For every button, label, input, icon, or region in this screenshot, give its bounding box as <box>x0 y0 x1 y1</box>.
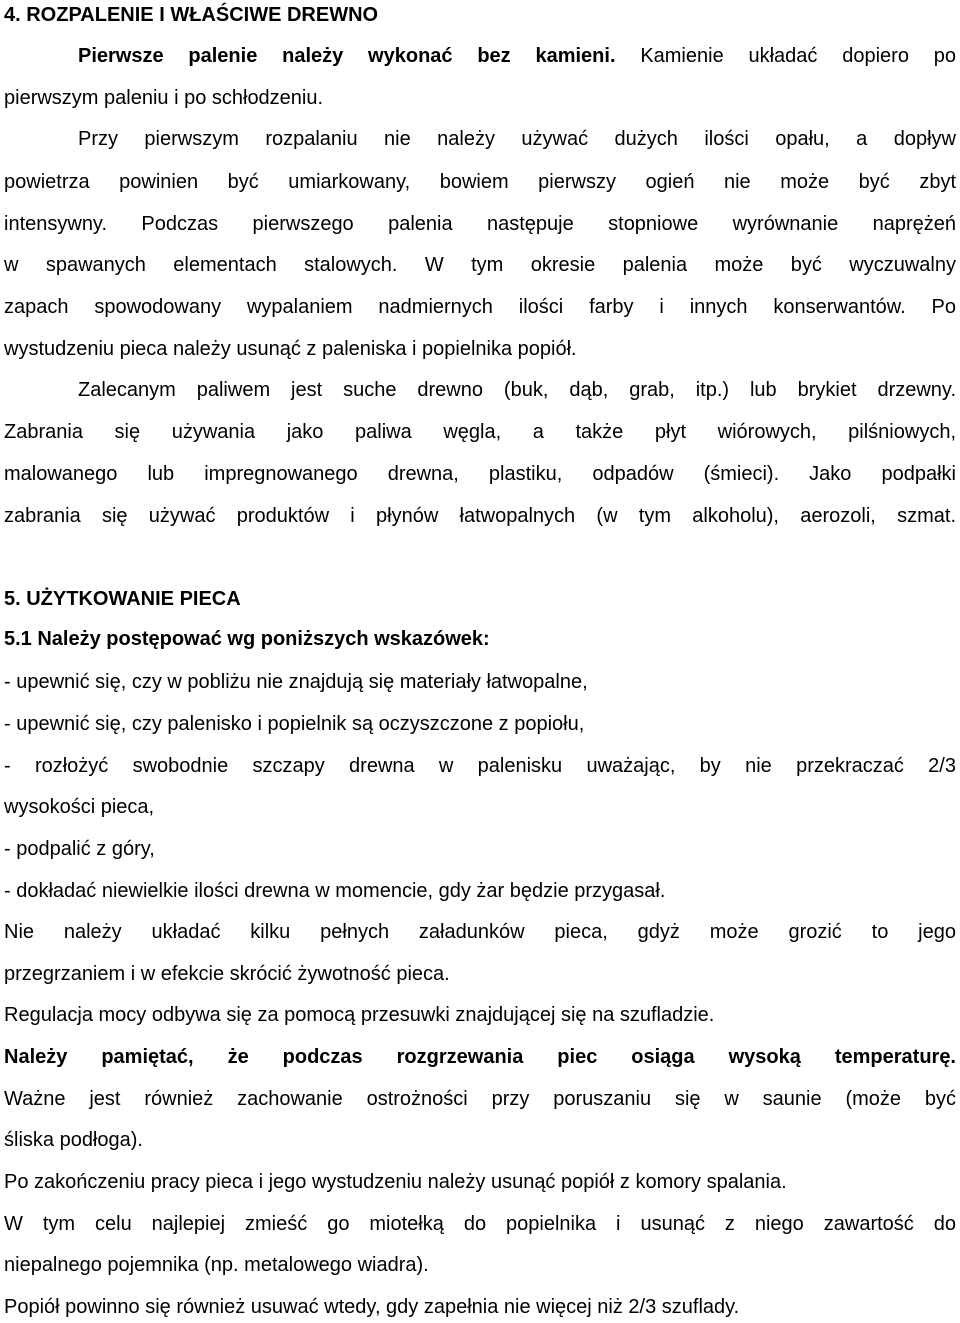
paragraph-line: niepalnego pojemnika (np. metalowego wiadra). <box>4 1254 429 1276</box>
list-item: - upewnić się, czy w pobliżu nie znajdują się materiały łatwopalne, <box>4 671 588 693</box>
list-item: - rozłożyć swobodnie szczapy drewna w palenisku uważając, by nie przekraczać 2/3 <box>4 755 956 777</box>
section-5-heading: 5. UŻYTKOWANIE PIECA <box>4 588 241 610</box>
paragraph-line: w spawanych elementach stalowych. W tym okresie palenia może być wyczuwalny <box>4 254 956 276</box>
bold-text: Pierwsze palenie należy wykonać bez kamieni. <box>78 45 616 67</box>
list-item: - dokładać niewielkie ilości drewna w momencie, gdy żar będzie przygasał. <box>4 880 666 902</box>
paragraph-line: Przy pierwszym rozpalaniu nie należy używać dużych ilości opału, a dopływ <box>78 128 956 150</box>
paragraph-line: malowanego lub impregnowanego drewna, plastiku, odpadów (śmieci). Jako podpałki <box>4 463 956 485</box>
paragraph-line: Regulacja mocy odbywa się za pomocą przesuwki znajdującej się na szufladzie. <box>4 1004 715 1026</box>
paragraph-line: Nie należy układać kilku pełnych załadunków pieca, gdyż może grozić to jego <box>4 921 956 943</box>
list-item: - podpalić z góry, <box>4 838 155 860</box>
paragraph-line: Zabrania się używania jako paliwa węgla, a także płyt wiórowych, pilśniowych, <box>4 421 956 443</box>
paragraph-line: pierwszym paleniu i po schłodzeniu. <box>4 87 324 109</box>
text: Kamienie układać dopiero po <box>615 45 956 67</box>
list-item: - upewnić się, czy palenisko i popielnik są oczyszczone z popiołu, <box>4 713 585 735</box>
paragraph-line: Ważne jest również zachowanie ostrożności przy poruszaniu się w saunie (może być <box>4 1088 956 1110</box>
paragraph-line: wystudzeniu pieca należy usunąć z paleniska i popielnika popiół. <box>4 338 577 360</box>
paragraph-line: Popiół powinno się również usuwać wtedy, gdy zapełnia nie więcej niż 2/3 szuflady. <box>4 1296 740 1318</box>
warning-line: Należy pamiętać, że podczas rozgrzewania piec osiąga wysoką temperaturę. <box>4 1046 956 1068</box>
section-4-heading: 4. ROZPALENIE I WŁAŚCIWE DREWNO <box>4 4 379 26</box>
list-item-continuation: wysokości pieca, <box>4 796 155 818</box>
paragraph-line <box>4 43 956 69</box>
paragraph-line: intensywny. Podczas pierwszego palenia następuje stopniowe wyrównanie naprężeń <box>4 213 956 235</box>
paragraph-line: zapach spowodowany wypalaniem nadmiernych ilości farby i innych konserwantów. Po <box>4 296 956 318</box>
paragraph-line: Zalecanym paliwem jest suche drewno (buk, dąb, grab, itp.) lub brykiet drzewny. <box>78 379 956 401</box>
paragraph-line: powietrza powinien być umiarkowany, bowiem pierwszy ogień nie może być zbyt <box>4 171 956 193</box>
paragraph-line: Po zakończeniu pracy pieca i jego wystudzeniu należy usunąć popiół z komory spalania. <box>4 1171 787 1193</box>
paragraph-line: przegrzaniem i w efekcie skrócić żywotność pieca. <box>4 963 450 985</box>
section-5-1-heading: 5.1 Należy postępować wg poniższych wskazówek: <box>4 628 490 650</box>
paragraph-line: śliska podłoga). <box>4 1129 143 1151</box>
paragraph-line: W tym celu najlepiej zmieść go miotełką do popielnika i usunąć z niego zawartość do <box>4 1213 956 1235</box>
paragraph-line: zabrania się używać produktów i płynów łatwopalnych (w tym alkoholu), aerozoli, szmat. <box>4 505 956 527</box>
